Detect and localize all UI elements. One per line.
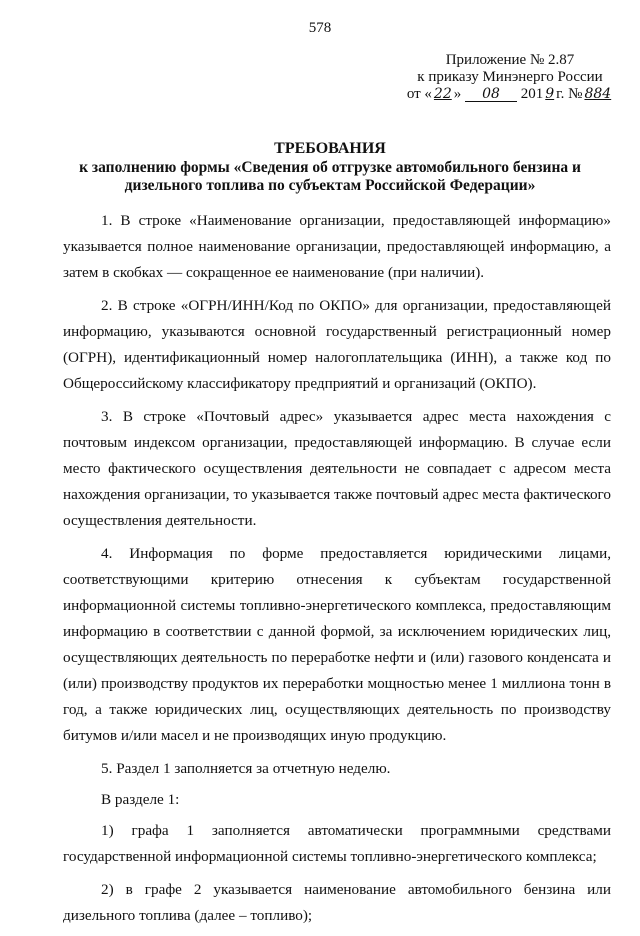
appendix-header (400, 52, 620, 103)
year-prefix: 201 (520, 86, 544, 102)
paragraph-2: 2. В строке «ОГРН/ИНН/Код по ОКПО» для организации, предоставляющей информацию, указываются основной государственный регистрационный номер (ОГРН), идентификационный номер налогоплательщика (ИНН), а также код по Общероссийскому классификатору предприятий и организаций (ОКПО). (63, 297, 611, 392)
appendix-date-line (400, 86, 620, 103)
year-digit-handwritten: 9 (545, 86, 555, 102)
title-line-2: к заполнению формы «Сведения об отгрузке автомобильного бензина и (79, 159, 581, 176)
list-item-1: 1) графа 1 заполняется автоматически программными средствами государственной информационной системы топливно-энергетического комплекса; (63, 822, 611, 865)
appendix-order-reference: к приказу Минэнерго России (417, 69, 603, 85)
paragraph-5: 5. Раздел 1 заполняется за отчетную неделю. (101, 760, 391, 777)
order-number-handwritten: 884 (584, 86, 612, 102)
date-day-handwritten: 22 (433, 86, 452, 102)
date-month-handwritten: 08 (465, 87, 517, 102)
page-number: 578 (308, 20, 332, 36)
title-line-3: дизельного топлива по субъектам Российской Федерации» (124, 177, 536, 194)
title-main: ТРЕБОВАНИЯ (274, 140, 386, 157)
document-body (63, 208, 611, 936)
document-title (40, 140, 620, 195)
paragraph-1: 1. В строке «Наименование организации, предоставляющей информацию» указывается полное наименование организации, предоставляющей информацию, а затем в скобках — сокращенное ее наименование (при наличии). (63, 212, 611, 281)
date-mid: » (453, 86, 462, 102)
list-item-2: 2) в графе 2 указывается наименование автомобильного бензина или дизельного топлива (далее – топливо); (63, 881, 611, 924)
section-1-heading: В разделе 1: (101, 791, 180, 808)
number-prefix: г. № (556, 86, 583, 102)
paragraph-4: 4. Информация по форме предоставляется юридическими лицами, соответствующими критерию отнесения к субъектам государственной информационной системы топливно-энергетического комплекса, предоставляющим информацию в соответствии с данной формой, за исключением юридических лиц, осуществляющих деятельность по переработке нефти и (или) газового конденсата и (или) производству продуктов их переработки мощностью менее 1 миллиона тонн в год, а также юридических лиц, осуществляющих деятельность по производству битумов и/или масел и не производящих иную продукцию. (63, 545, 611, 744)
appendix-title: Приложение № 2.87 (445, 52, 575, 68)
paragraph-3: 3. В строке «Почтовый адрес» указывается адрес места нахождения с почтовым индексом организации, предоставляющей информацию. В случае если место фактического осуществления деятельности не совпадает с адресом места нахождения организации, то указывается также почтовый адрес места фактического осуществления деятельности. (63, 408, 611, 529)
date-prefix: от « (406, 86, 432, 102)
